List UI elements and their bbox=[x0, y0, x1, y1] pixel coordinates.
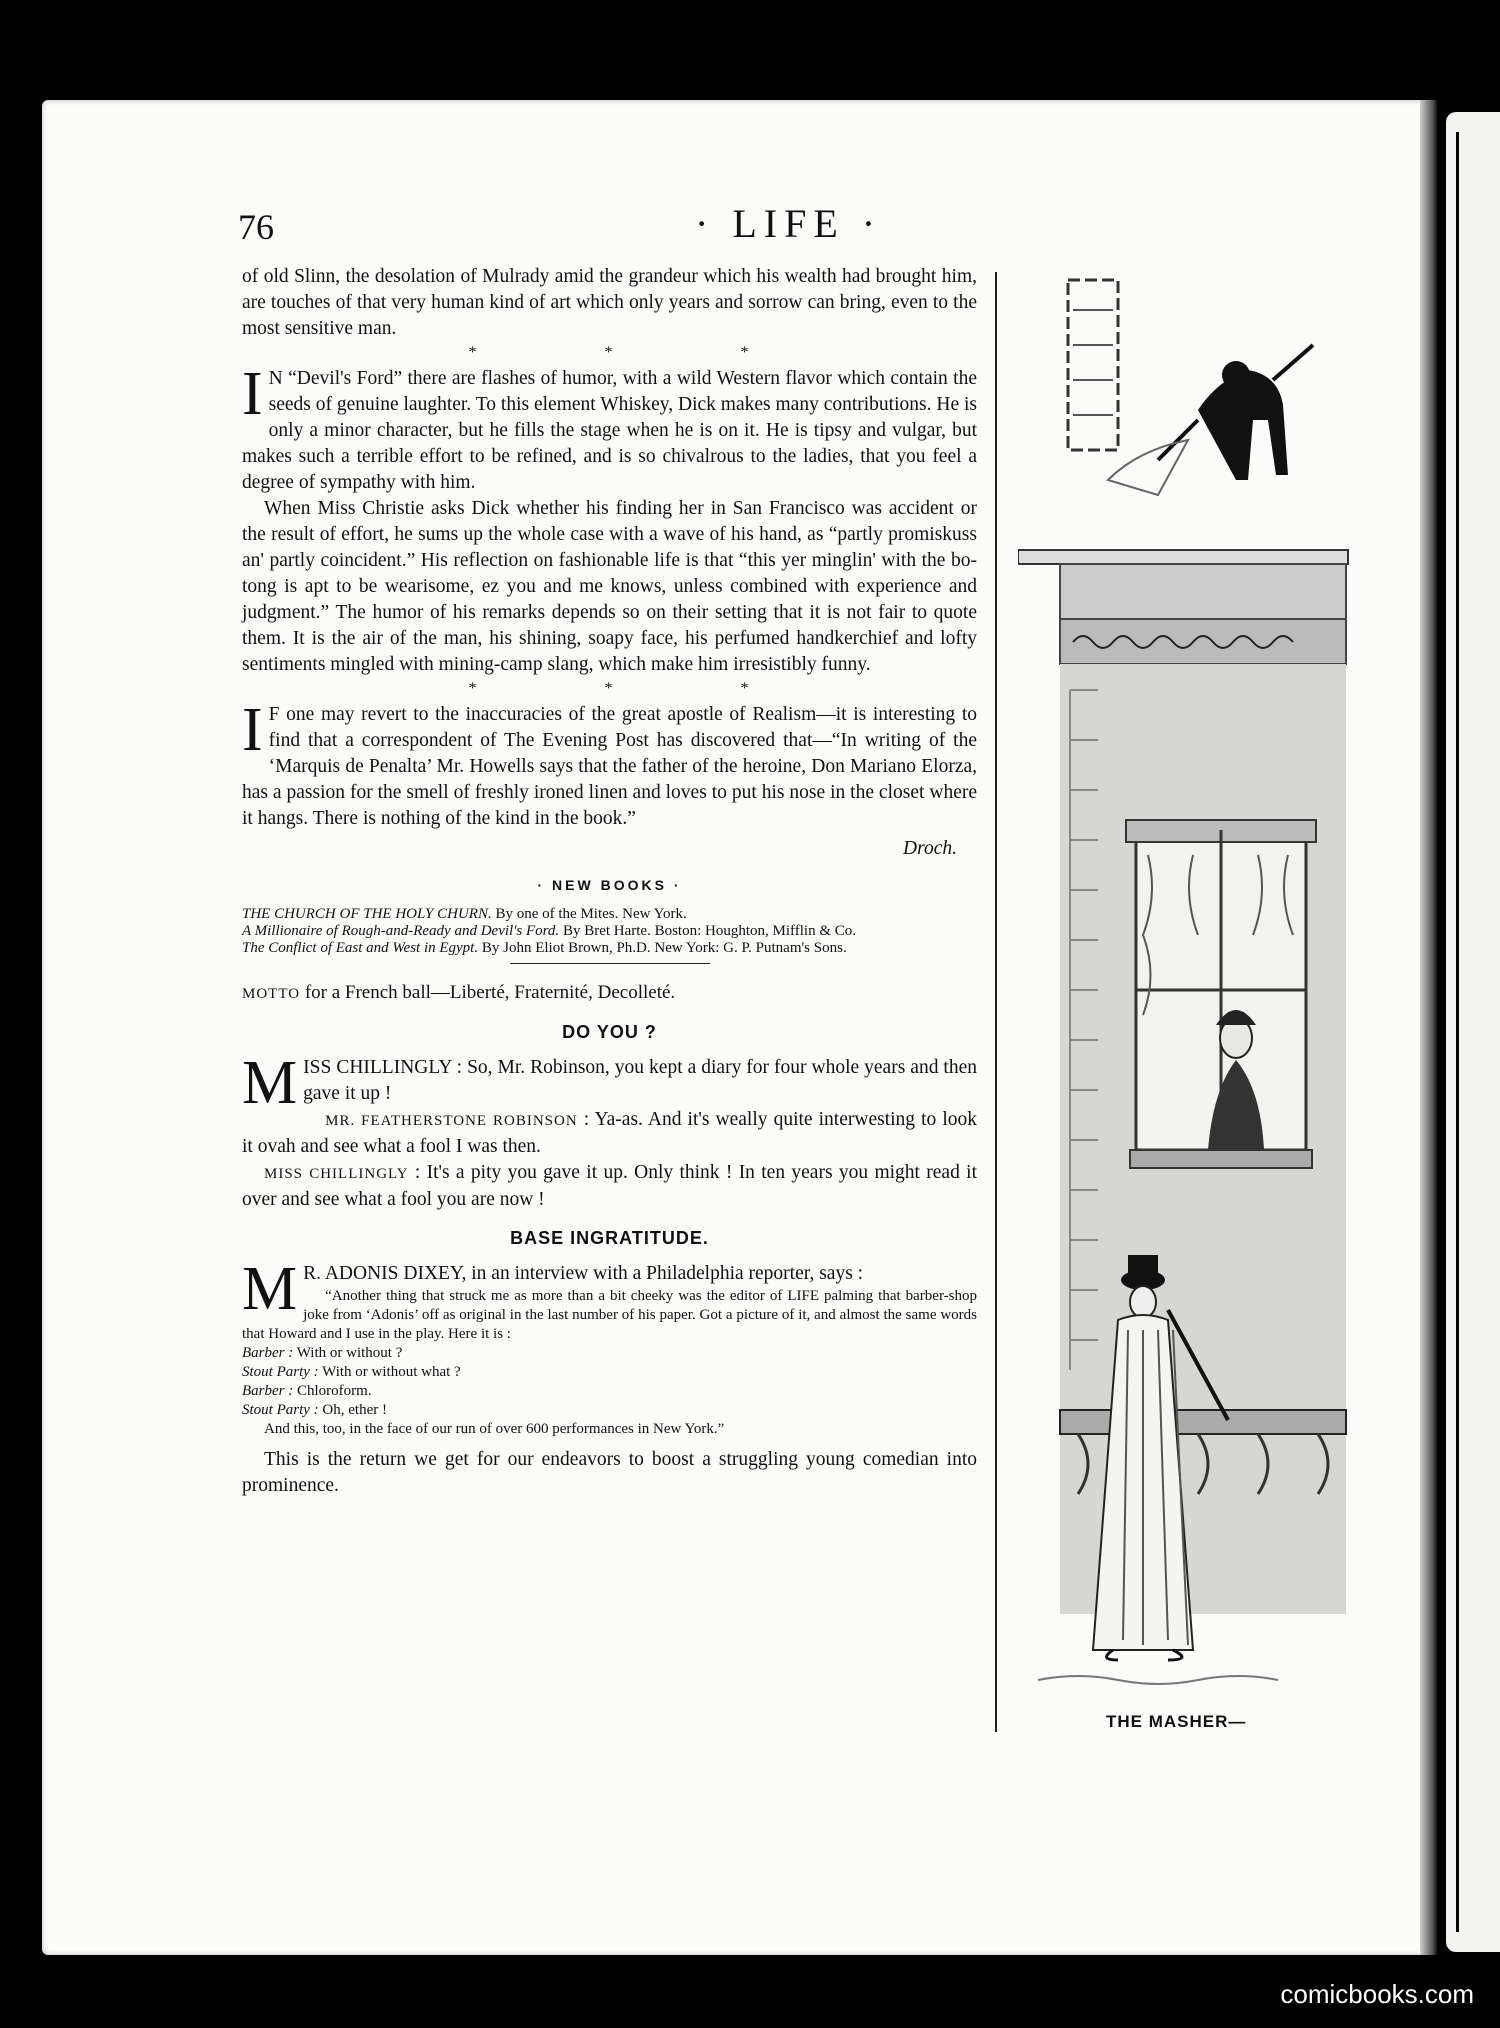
dialogue-line: Stout Party : With or without what ? bbox=[242, 1364, 461, 1380]
masher-illustration bbox=[1018, 270, 1378, 1710]
ingratitude-closing: This is the return we get for our endeavors to boost a struggling young comedian into prominence. bbox=[242, 1449, 977, 1496]
page-gutter bbox=[1420, 100, 1438, 1955]
book-listing: A Millionaire of Rough-and-Ready and Devil's Ford. By Bret Harte. Boston: Houghton, Mifflin & Co. bbox=[242, 923, 856, 939]
illustration-caption: THE MASHER— bbox=[1106, 1712, 1247, 1731]
next-page-edge bbox=[1446, 112, 1500, 1952]
review-paragraph-2: I N “Devil's Ford” there are flashes of humor, with a wild Western flavor which contain the seeds of genuine laughter. To this element Whiskey, Dick makes many contributions. He is only a minor character, but he fills the stage when he is on it. He is tipsy and vulgar, but makes such a terrible effort to be refined, and is so chivalrous to the ladies, that you feel a degree of sympathy with him. bbox=[242, 360, 977, 493]
column-rule bbox=[995, 272, 997, 1732]
do-you-line-1: MISS CHILLINGLY : So, Mr. Robinson, you kept a diary for four whole years and then gave it up ! bbox=[242, 1049, 977, 1117]
do-you-heading: DO YOU ? bbox=[562, 1022, 657, 1042]
do-you-line-3: MISS CHILLINGLY : It's a pity you gave it up. Only think ! In ten years you might read it over and see what a fool you are now ! bbox=[242, 1162, 977, 1210]
drop-cap: M bbox=[242, 1255, 298, 1323]
page-number: 76 bbox=[238, 207, 274, 247]
section-divider-2: * * * bbox=[468, 680, 811, 697]
review-paragraph-1: of old Slinn, the desolation of Mulrady amid the grandeur which his wealth had brought him, are touches of that very human kind of art which only years and sorrow can bring, even to the most sensitive man. bbox=[242, 266, 977, 339]
review-paragraph-4: I F one may revert to the inaccuracies of the great apostle of Realism—it is interesting to find that a correspondent of The Evening Post has discovered that—“In writing of the ‘Marquis de Penalta’ Mr. Howells says that the father of the heroine, Don Mariano Elorza, has a passion for the smell of freshly ironed linen and loves to put his nose in the closet where it hangs. There is nothing of the kind in the book.” bbox=[242, 696, 977, 829]
ingratitude-intro: M R. ADONIS DIXEY, in an interview with a Philadelphia reporter, says : bbox=[242, 1255, 864, 1323]
ingratitude-quote-end: And this, too, in the face of our run of over 600 performances in New York.” bbox=[264, 1421, 725, 1437]
text-column bbox=[242, 264, 977, 1499]
ingratitude-quote: “Another thing that struck me as more than a bit cheeky was the editor of LIFE palming that barber-shop joke from ‘Adonis’ off as original in the last number of his paper. Got a picture of it, and almost the same words that Howard and I use in the play. Here it is : bbox=[242, 1288, 977, 1342]
ingratitude-heading: BASE INGRATITUDE. bbox=[510, 1228, 709, 1248]
dialogue-line: Barber : Chloroform. bbox=[242, 1383, 372, 1399]
masthead-title: · LIFE · bbox=[695, 201, 883, 246]
dialogue-line: Barber : With or without ? bbox=[242, 1345, 403, 1361]
section-divider: * * * bbox=[468, 344, 811, 361]
motto-line: MOTTO for a French ball—Liberté, Fraternité, Decolleté. bbox=[242, 982, 676, 1003]
book-listing: THE CHURCH OF THE HOLY CHURN. By one of the Mites. New York. bbox=[242, 906, 687, 922]
do-you-line-2: MR. FEATHERSTONE ROBINSON : Ya-as. And it's weally quite interwesting to look it ovah and see what a fool I was then. bbox=[242, 1109, 977, 1157]
new-books-heading: · NEW BOOKS · bbox=[537, 877, 682, 893]
divider-rule bbox=[510, 963, 710, 964]
drop-cap: I bbox=[242, 696, 263, 764]
drop-cap: I bbox=[242, 360, 263, 428]
author-signature: Droch. bbox=[903, 838, 957, 859]
dialogue-line: Stout Party : Oh, ether ! bbox=[242, 1402, 387, 1418]
book-listing: The Conflict of East and West in Egypt. By John Eliot Brown, Ph.D. New York: G. P. Putnam's Sons. bbox=[242, 940, 847, 956]
review-paragraph-3: When Miss Christie asks Dick whether his finding her in San Francisco was accident or the result of effort, he sums up the whole case with a wave of his hand, as “partly promiskuss an' partly coincident.” His reflection on fashionable life is that “this yer minglin' with the bo-tong is apt to be wearisome, ez you and me knows, unless combined with experience and judgment.” The humor of his remarks depends so on their setting that it is not fair to quote them. It is the air of the man, his shining, soapy face, his perfumed handkerchief and lofty sentiments mingled with mining-camp slang, which make him irresistibly funny. bbox=[242, 498, 977, 675]
drop-cap: M bbox=[242, 1049, 298, 1117]
site-watermark: comicbooks.com bbox=[1280, 1979, 1474, 2009]
